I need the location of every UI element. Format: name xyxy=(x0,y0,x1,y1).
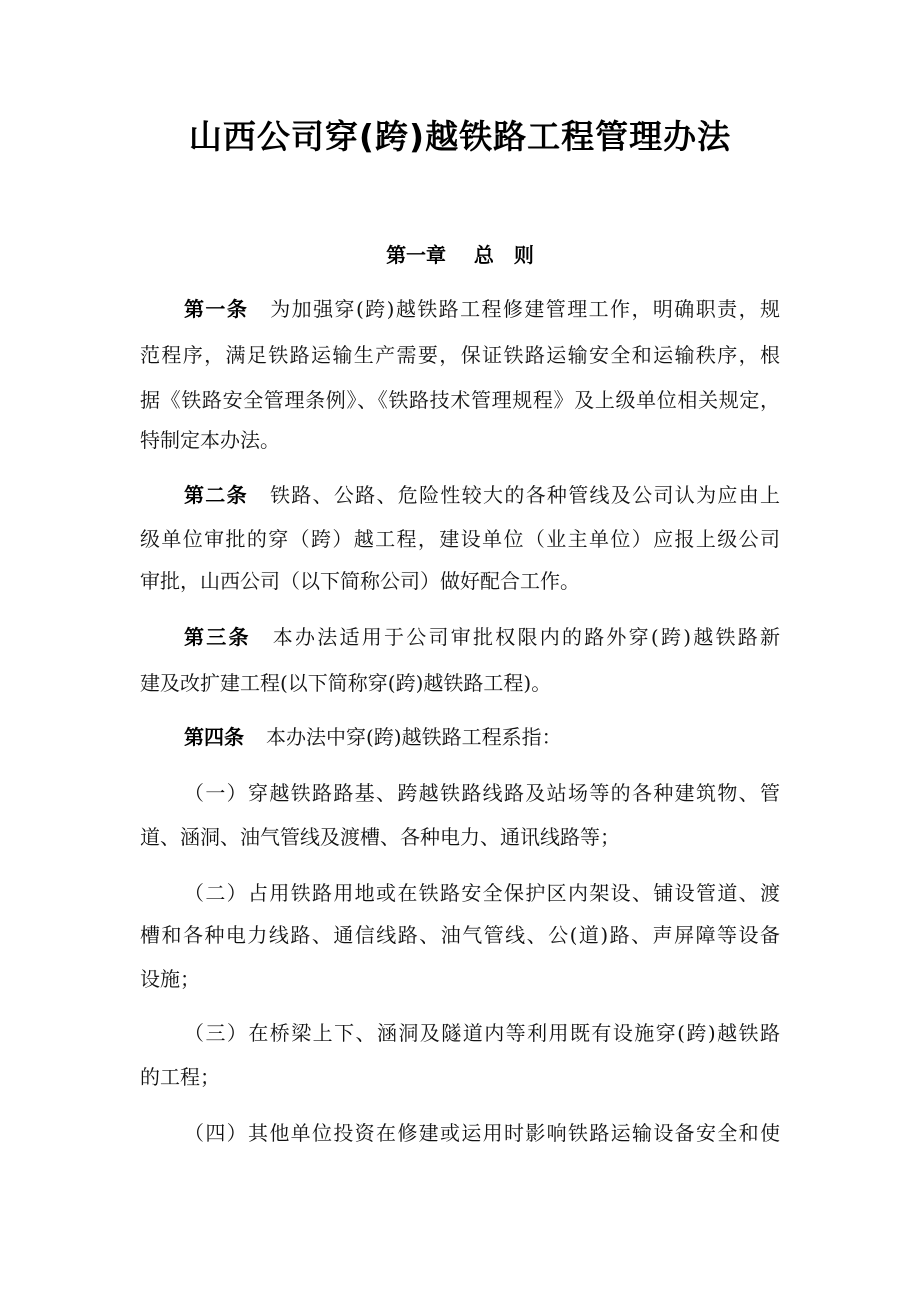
paragraph-line: 槽和各种电力线路、通信线路、油气管线、公(道)路、声屏障等设备 xyxy=(140,923,780,947)
paragraph-line xyxy=(184,294,780,324)
paragraph-line: 的工程； xyxy=(140,1065,220,1089)
paragraph-line: 级单位审批的穿（跨）越工程，建设单位（业主单位）应报上级公司 xyxy=(140,527,780,551)
paragraph-line: 范程序，满足铁路运输生产需要，保证铁路运输安全和运输秩序，根 xyxy=(140,343,780,367)
paragraph-line xyxy=(184,480,780,510)
paragraph-line: 据《铁路安全管理条例》、《铁路技术管理规程》及上级单位相关规定， xyxy=(140,388,780,412)
paragraph-line: 设施； xyxy=(140,967,200,991)
paragraph-line: （二）占用铁路用地或在铁路安全保护区内架设、铺设管道、渡 xyxy=(184,881,780,905)
chapter-number: 第一章 xyxy=(386,243,447,267)
paragraph-line: 建及改扩建工程(以下简称穿(跨)越铁路工程)。 xyxy=(140,671,552,695)
paragraph-line xyxy=(184,622,780,652)
paragraph-line xyxy=(184,722,780,752)
paragraph-line: （四）其他单位投资在修建或运用时影响铁路运输设备安全和使 xyxy=(184,1121,780,1145)
chapter-name: 总 则 xyxy=(473,243,534,267)
line-text: 本办法适用于公司审批权限内的路外穿(跨)越铁路新 xyxy=(272,625,781,649)
paragraph-line: 审批，山西公司（以下简称公司）做好配合工作。 xyxy=(140,569,580,593)
paragraph-line: （三）在桥梁上下、涵洞及隧道内等利用既有设施穿(跨)越铁路 xyxy=(184,1021,780,1045)
paragraph-line: 道、涵洞、油气管线及渡槽、各种电力、通讯线路等； xyxy=(140,825,620,849)
document-title: 山西公司穿(跨)越铁路工程管理办法 xyxy=(188,117,732,156)
line-text: 铁路、公路、危险性较大的各种管线及公司认为应由上 xyxy=(269,483,781,507)
chapter-heading xyxy=(0,240,920,270)
article-label: 第一条 xyxy=(184,297,249,321)
article-label: 第三条 xyxy=(184,625,251,649)
article-label: 第四条 xyxy=(184,725,244,749)
line-text: 本办法中穿(跨)越铁路工程系指： xyxy=(266,725,562,749)
paragraph-line: （一）穿越铁路路基、跨越铁路线路及站场等的各种建筑物、管 xyxy=(184,781,780,805)
line-text: 为加强穿(跨)越铁路工程修建管理工作，明确职责，规 xyxy=(270,297,780,321)
article-label: 第二条 xyxy=(184,483,248,507)
paragraph-line: 特制定本办法。 xyxy=(140,428,280,452)
